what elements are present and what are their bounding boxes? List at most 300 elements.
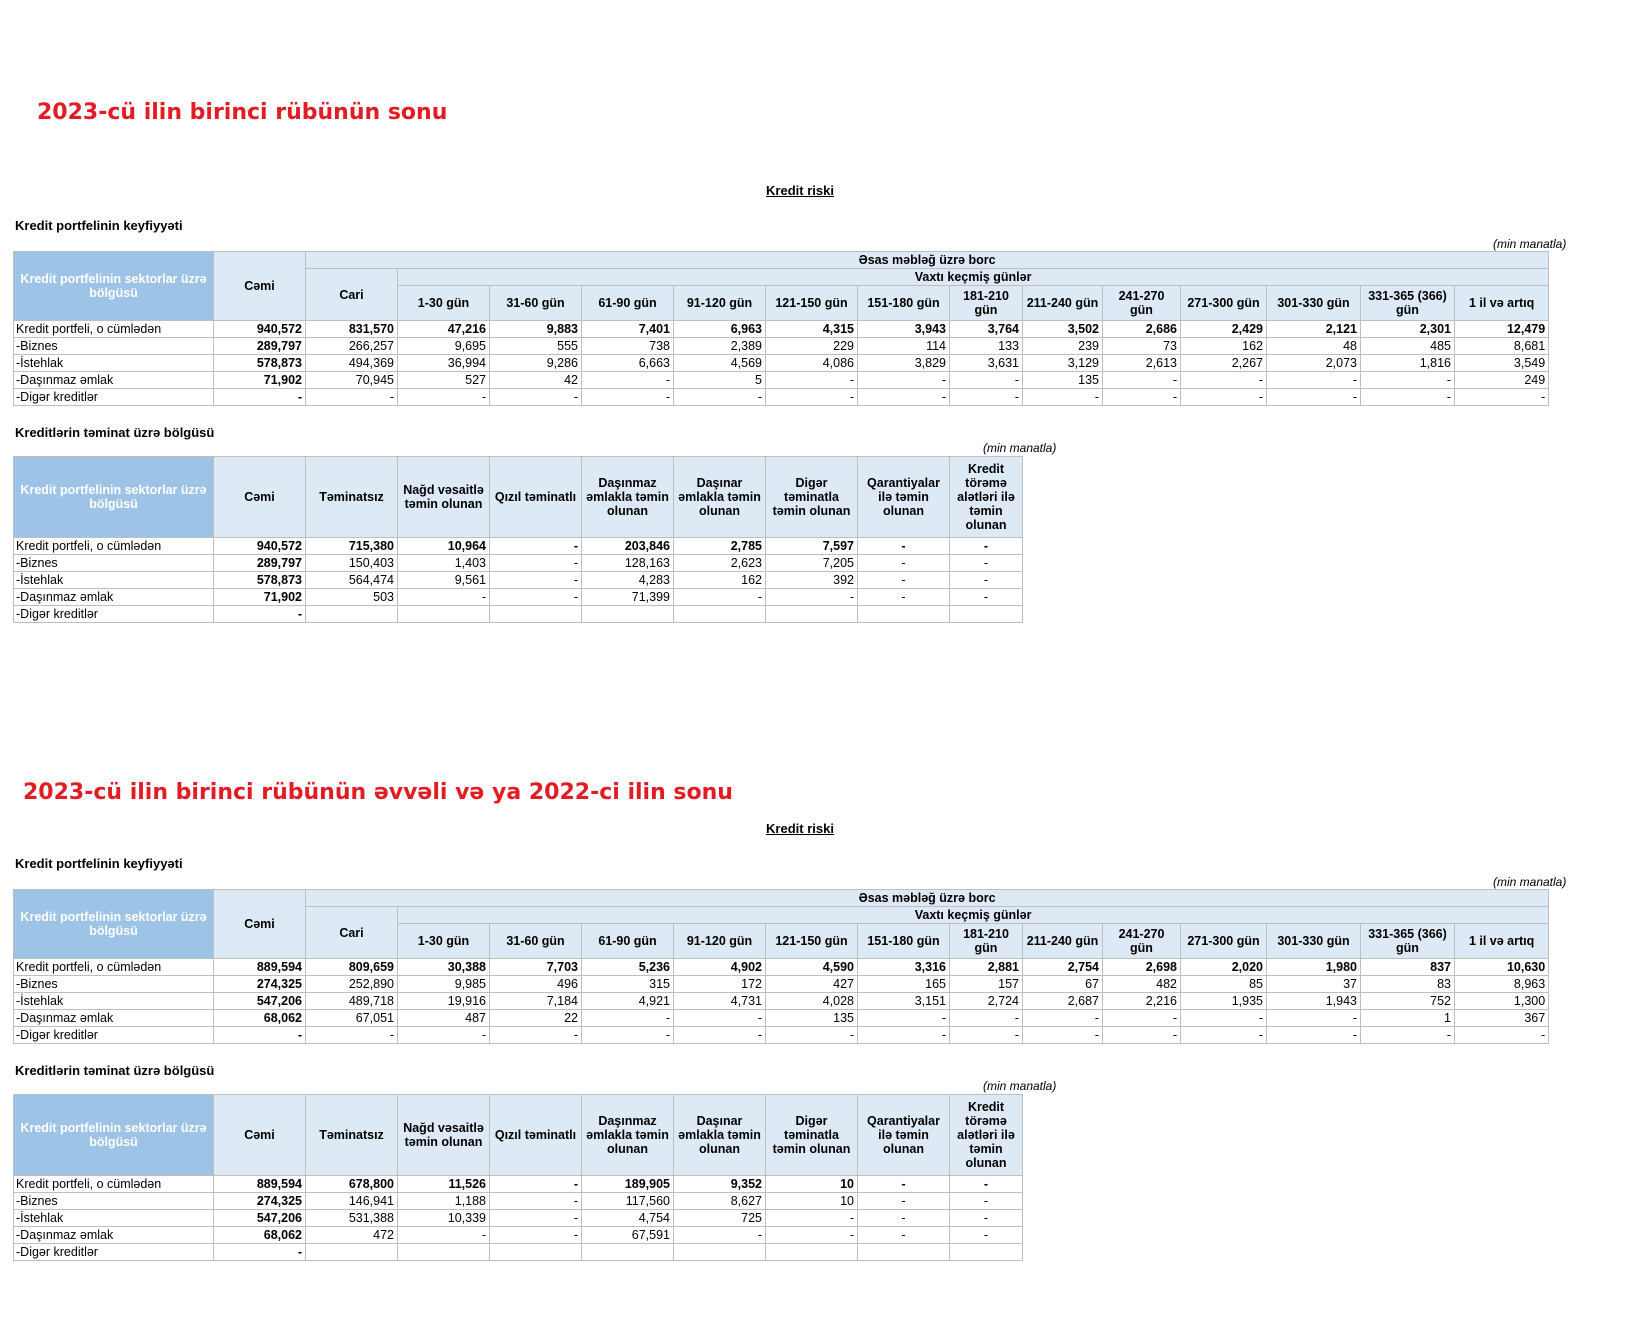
header-collateral: Qızıl təminatlı [490,457,582,538]
cell: - [1267,372,1361,389]
cell: - [398,1227,490,1244]
cell [858,606,950,623]
header-day: 241-270 gün [1103,286,1181,321]
cell: - [1181,1027,1267,1044]
cell: - [490,589,582,606]
row-label: -Digər kreditlər [14,606,214,623]
cell: - [766,1227,858,1244]
table-row [14,1010,1549,1027]
table-row [14,589,1023,606]
cell: - [858,389,950,406]
cell: - [858,1027,950,1044]
cell: 9,985 [398,976,490,993]
cell: - [214,1244,306,1261]
header-vaxti: Vaxtı keçmiş günlər [398,907,1549,924]
cell: 678,800 [306,1176,398,1193]
cell: 547,206 [214,1210,306,1227]
row-label: -Daşınmaz əmlak [14,372,214,389]
cell: 578,873 [214,355,306,372]
section-title: 2023-cü ilin birinci rübünün sonu [37,100,448,125]
table-row [14,372,1549,389]
cell: - [1267,1027,1361,1044]
cell: - [490,1227,582,1244]
cell: 4,283 [582,572,674,589]
cell: 3,764 [950,321,1023,338]
table-row [14,959,1549,976]
cell: 10,964 [398,538,490,555]
cell: 889,594 [214,959,306,976]
row-label: -Daşınmaz əmlak [14,1010,214,1027]
cell [950,1244,1023,1261]
row-label: -Biznes [14,338,214,355]
cell: 578,873 [214,572,306,589]
cell: 2,073 [1267,355,1361,372]
cell: 22 [490,1010,582,1027]
cell: - [1267,1010,1361,1027]
cell: - [1023,389,1103,406]
cell: 3,829 [858,355,950,372]
cell: 392 [766,572,858,589]
cell [582,1244,674,1261]
cell: 68,062 [214,1010,306,1027]
cell: 2,785 [674,538,766,555]
cell: - [950,555,1023,572]
header-day: 301-330 gün [1267,924,1361,959]
header-cemi: Cəmi [214,890,306,959]
row-label: -Digər kreditlər [14,1027,214,1044]
cell: 1,300 [1455,993,1549,1010]
report-title: Kredit riski [766,821,834,836]
header-collateral: Qarantiyalar ilə təmin olunan [858,457,950,538]
cell: 4,315 [766,321,858,338]
header-cari: Cari [306,269,398,321]
cell: 239 [1023,338,1103,355]
cell: 831,570 [306,321,398,338]
cell: - [766,389,858,406]
cell: - [950,589,1023,606]
cell: 555 [490,338,582,355]
collateral-title: Kreditlərin təminat üzrə bölgüsü [15,1063,215,1078]
cell: 146,941 [306,1193,398,1210]
cell: 4,731 [674,993,766,1010]
cell: - [858,1176,950,1193]
cell: 7,597 [766,538,858,555]
header-collateral: Təminatsız [306,1095,398,1176]
header-collateral: Kredit törəmə alətləri ilə təmin olunan [950,1095,1023,1176]
header-day: 301-330 gün [1267,286,1361,321]
header-collateral: Qızıl təminatlı [490,1095,582,1176]
cell: - [582,372,674,389]
row-label: -Biznes [14,555,214,572]
row-label: Kredit portfeli, o cümlədən [14,321,214,338]
cell: 564,474 [306,572,398,589]
cell: 5 [674,372,766,389]
cell: 752 [1361,993,1455,1010]
table-row [14,338,1549,355]
cell: 249 [1455,372,1549,389]
header-day: 271-300 gün [1181,286,1267,321]
cell: 2,623 [674,555,766,572]
cell: - [1023,1010,1103,1027]
quality-table [13,251,1549,406]
cell: 274,325 [214,1193,306,1210]
cell: 8,963 [1455,976,1549,993]
header-day: 31-60 gün [490,924,582,959]
cell: - [1023,1027,1103,1044]
cell: 367 [1455,1010,1549,1027]
cell: 940,572 [214,321,306,338]
cell: - [490,572,582,589]
cell [766,1244,858,1261]
cell: 12,479 [1455,321,1549,338]
cell: - [398,1027,490,1044]
cell: 85 [1181,976,1267,993]
cell: - [582,389,674,406]
header-day: 271-300 gün [1181,924,1267,959]
header-collateral: Kredit törəmə alətləri ilə təmin olunan [950,457,1023,538]
table-row [14,572,1023,589]
table-row [14,389,1549,406]
cell: - [1181,1010,1267,1027]
cell: 47,216 [398,321,490,338]
cell: 2,429 [1181,321,1267,338]
cell: 427 [766,976,858,993]
cell: 1,980 [1267,959,1361,976]
cell: 496 [490,976,582,993]
cell: 8,627 [674,1193,766,1210]
header-day: 1 il və artıq [1455,924,1549,959]
cell: 162 [674,572,766,589]
header-day: 211-240 gün [1023,286,1103,321]
cell: 487 [398,1010,490,1027]
cell: 128,163 [582,555,674,572]
cell: 2,613 [1103,355,1181,372]
cell: 10,630 [1455,959,1549,976]
cell: - [1181,389,1267,406]
header-collateral: Daşınar əmlakla təmin olunan [674,1095,766,1176]
cell: - [1103,1027,1181,1044]
row-label: Kredit portfeli, o cümlədən [14,538,214,555]
cell: - [858,589,950,606]
cell: 1 [1361,1010,1455,1027]
cell: 7,703 [490,959,582,976]
cell: - [950,1176,1023,1193]
cell: - [306,1027,398,1044]
cell: 67,591 [582,1227,674,1244]
cell: - [674,1027,766,1044]
cell: 2,754 [1023,959,1103,976]
cell: 67 [1023,976,1103,993]
cell: 809,659 [306,959,398,976]
cell: 1,816 [1361,355,1455,372]
cell: - [858,1210,950,1227]
cell: - [1361,372,1455,389]
collateral-table [13,1094,1023,1261]
header-cari: Cari [306,907,398,959]
cell: 289,797 [214,338,306,355]
table-row [14,1244,1023,1261]
cell: 6,963 [674,321,766,338]
cell: 4,590 [766,959,858,976]
cell: 6,663 [582,355,674,372]
cell: 738 [582,338,674,355]
cell [858,1244,950,1261]
row-label: -İstehlak [14,572,214,589]
cell: 3,129 [1023,355,1103,372]
cell: - [1455,1027,1549,1044]
header-day: 121-150 gün [766,286,858,321]
table-row [14,1193,1023,1210]
cell [582,606,674,623]
quality-table [13,889,1549,1044]
table-row [14,976,1549,993]
cell: 8,681 [1455,338,1549,355]
cell: 135 [766,1010,858,1027]
section-title: 2023-cü ilin birinci rübünün əvvəli və ya 2022-ci ilin sonu [23,780,733,805]
cell: - [674,1010,766,1027]
cell [398,1244,490,1261]
cell: 2,686 [1103,321,1181,338]
cell: 70,945 [306,372,398,389]
cell: 9,561 [398,572,490,589]
quality-title: Kredit portfelinin keyfiyyəti [15,218,183,233]
cell: 10 [766,1176,858,1193]
header-day: 1-30 gün [398,286,490,321]
cell: - [490,389,582,406]
cell: 10 [766,1193,858,1210]
cell: - [398,389,490,406]
cell: 162 [1181,338,1267,355]
cell: 315 [582,976,674,993]
header-day: 331-365 (366) gün [1361,924,1455,959]
unit-label: (min manatla) [983,441,1057,455]
header-cemi: Cəmi [214,457,306,538]
cell: - [674,389,766,406]
cell [674,1244,766,1261]
cell [306,1244,398,1261]
cell: 11,526 [398,1176,490,1193]
cell: 3,631 [950,355,1023,372]
cell [398,606,490,623]
cell: - [490,538,582,555]
cell: 114 [858,338,950,355]
cell: 9,352 [674,1176,766,1193]
cell: 9,286 [490,355,582,372]
table-row [14,1176,1023,1193]
cell: 266,257 [306,338,398,355]
cell: - [490,1193,582,1210]
unit-label: (min manatla) [983,1079,1057,1093]
cell: 715,380 [306,538,398,555]
cell: 725 [674,1210,766,1227]
cell: 494,369 [306,355,398,372]
cell: 485 [1361,338,1455,355]
cell: 4,086 [766,355,858,372]
header-cemi: Cəmi [214,252,306,321]
header-esas: Əsas məbləğ üzrə borc [306,252,1549,269]
cell: 7,205 [766,555,858,572]
cell: - [950,1010,1023,1027]
table-row [14,993,1549,1010]
cell: 71,399 [582,589,674,606]
cell: 2,301 [1361,321,1455,338]
header-vaxti: Vaxtı keçmiş günlər [398,269,1549,286]
cell: 252,890 [306,976,398,993]
cell: 482 [1103,976,1181,993]
cell: 472 [306,1227,398,1244]
cell: - [950,572,1023,589]
header-collateral: Təminatsız [306,457,398,538]
cell: 165 [858,976,950,993]
unit-label: (min manatla) [1493,237,1567,251]
header-day: 1-30 gün [398,924,490,959]
cell: - [858,1193,950,1210]
cell: 135 [1023,372,1103,389]
cell: 940,572 [214,538,306,555]
quality-title: Kredit portfelinin keyfiyyəti [15,856,183,871]
header-day: 151-180 gün [858,924,950,959]
cell: - [1267,389,1361,406]
cell [766,606,858,623]
cell: - [766,372,858,389]
cell: - [582,1010,674,1027]
cell: - [1361,1027,1455,1044]
cell: 229 [766,338,858,355]
cell: 4,754 [582,1210,674,1227]
cell: - [214,1027,306,1044]
cell: 2,881 [950,959,1023,976]
cell: - [766,1210,858,1227]
cell [674,606,766,623]
table-row [14,1227,1023,1244]
header-collateral: Digər təminatla təmin olunan [766,1095,858,1176]
cell: 133 [950,338,1023,355]
cell: 2,267 [1181,355,1267,372]
header-sector: Kredit portfelinin sektorlar üzrə bölgüsü [14,890,214,959]
cell: 2,687 [1023,993,1103,1010]
cell: 4,921 [582,993,674,1010]
cell: - [950,1210,1023,1227]
header-day: 61-90 gün [582,286,674,321]
cell: - [1455,389,1549,406]
cell: 68,062 [214,1227,306,1244]
header-sector: Kredit portfelinin sektorlar üzrə bölgüsü [14,457,214,538]
cell: 1,188 [398,1193,490,1210]
row-label: Kredit portfeli, o cümlədən [14,959,214,976]
cell: 1,403 [398,555,490,572]
cell: 289,797 [214,555,306,572]
header-day: 181-210 gün [950,286,1023,321]
cell: - [858,1010,950,1027]
header-collateral: Digər təminatla təmin olunan [766,457,858,538]
cell: 2,216 [1103,993,1181,1010]
cell: 3,151 [858,993,950,1010]
header-collateral: Daşınmaz əmlakla təmin olunan [582,1095,674,1176]
cell: 7,401 [582,321,674,338]
cell: - [858,555,950,572]
header-day: 241-270 gün [1103,924,1181,959]
cell: - [950,389,1023,406]
cell: 67,051 [306,1010,398,1027]
header-sector: Kredit portfelinin sektorlar üzrə bölgüsü [14,252,214,321]
cell: 2,121 [1267,321,1361,338]
header-day: 91-120 gün [674,924,766,959]
cell: - [766,589,858,606]
table-row [14,321,1549,338]
cell: - [950,1027,1023,1044]
cell: 48 [1267,338,1361,355]
cell: 489,718 [306,993,398,1010]
cell [950,606,1023,623]
header-day: 211-240 gün [1023,924,1103,959]
table-row [14,355,1549,372]
header-collateral: Qarantiyalar ilə təmin olunan [858,1095,950,1176]
cell: 3,943 [858,321,950,338]
cell: 2,389 [674,338,766,355]
header-day: 151-180 gün [858,286,950,321]
header-day: 331-365 (366) gün [1361,286,1455,321]
cell: 172 [674,976,766,993]
cell: - [490,1210,582,1227]
table-row [14,606,1023,623]
cell: 503 [306,589,398,606]
cell: - [858,372,950,389]
cell: 19,916 [398,993,490,1010]
header-day: 181-210 gün [950,924,1023,959]
cell: - [1103,372,1181,389]
header-esas: Əsas məbləğ üzrə borc [306,890,1549,907]
cell [490,606,582,623]
cell: - [950,1227,1023,1244]
cell: 4,569 [674,355,766,372]
cell: - [214,606,306,623]
table-row [14,1027,1549,1044]
cell: - [858,538,950,555]
cell: 547,206 [214,993,306,1010]
row-label: -Biznes [14,1193,214,1210]
cell: 71,902 [214,589,306,606]
cell: - [1361,389,1455,406]
cell: 889,594 [214,1176,306,1193]
header-collateral: Daşınmaz əmlakla təmin olunan [582,457,674,538]
row-label: -Digər kreditlər [14,1244,214,1261]
row-label: Kredit portfeli, o cümlədən [14,1176,214,1193]
cell: 36,994 [398,355,490,372]
row-label: -Biznes [14,976,214,993]
table-row [14,1210,1023,1227]
cell: - [950,372,1023,389]
header-cemi: Cəmi [214,1095,306,1176]
cell: 2,724 [950,993,1023,1010]
table-row [14,538,1023,555]
cell: 73 [1103,338,1181,355]
cell: 5,236 [582,959,674,976]
cell: 9,695 [398,338,490,355]
cell: - [674,1227,766,1244]
cell: 150,403 [306,555,398,572]
cell: - [214,389,306,406]
cell: - [490,555,582,572]
header-day: 31-60 gün [490,286,582,321]
cell: 2,020 [1181,959,1267,976]
collateral-title: Kreditlərin təminat üzrə bölgüsü [15,425,215,440]
cell: - [950,1193,1023,1210]
cell: - [306,389,398,406]
cell: 37 [1267,976,1361,993]
cell: - [858,572,950,589]
cell: - [858,1227,950,1244]
header-day: 91-120 gün [674,286,766,321]
